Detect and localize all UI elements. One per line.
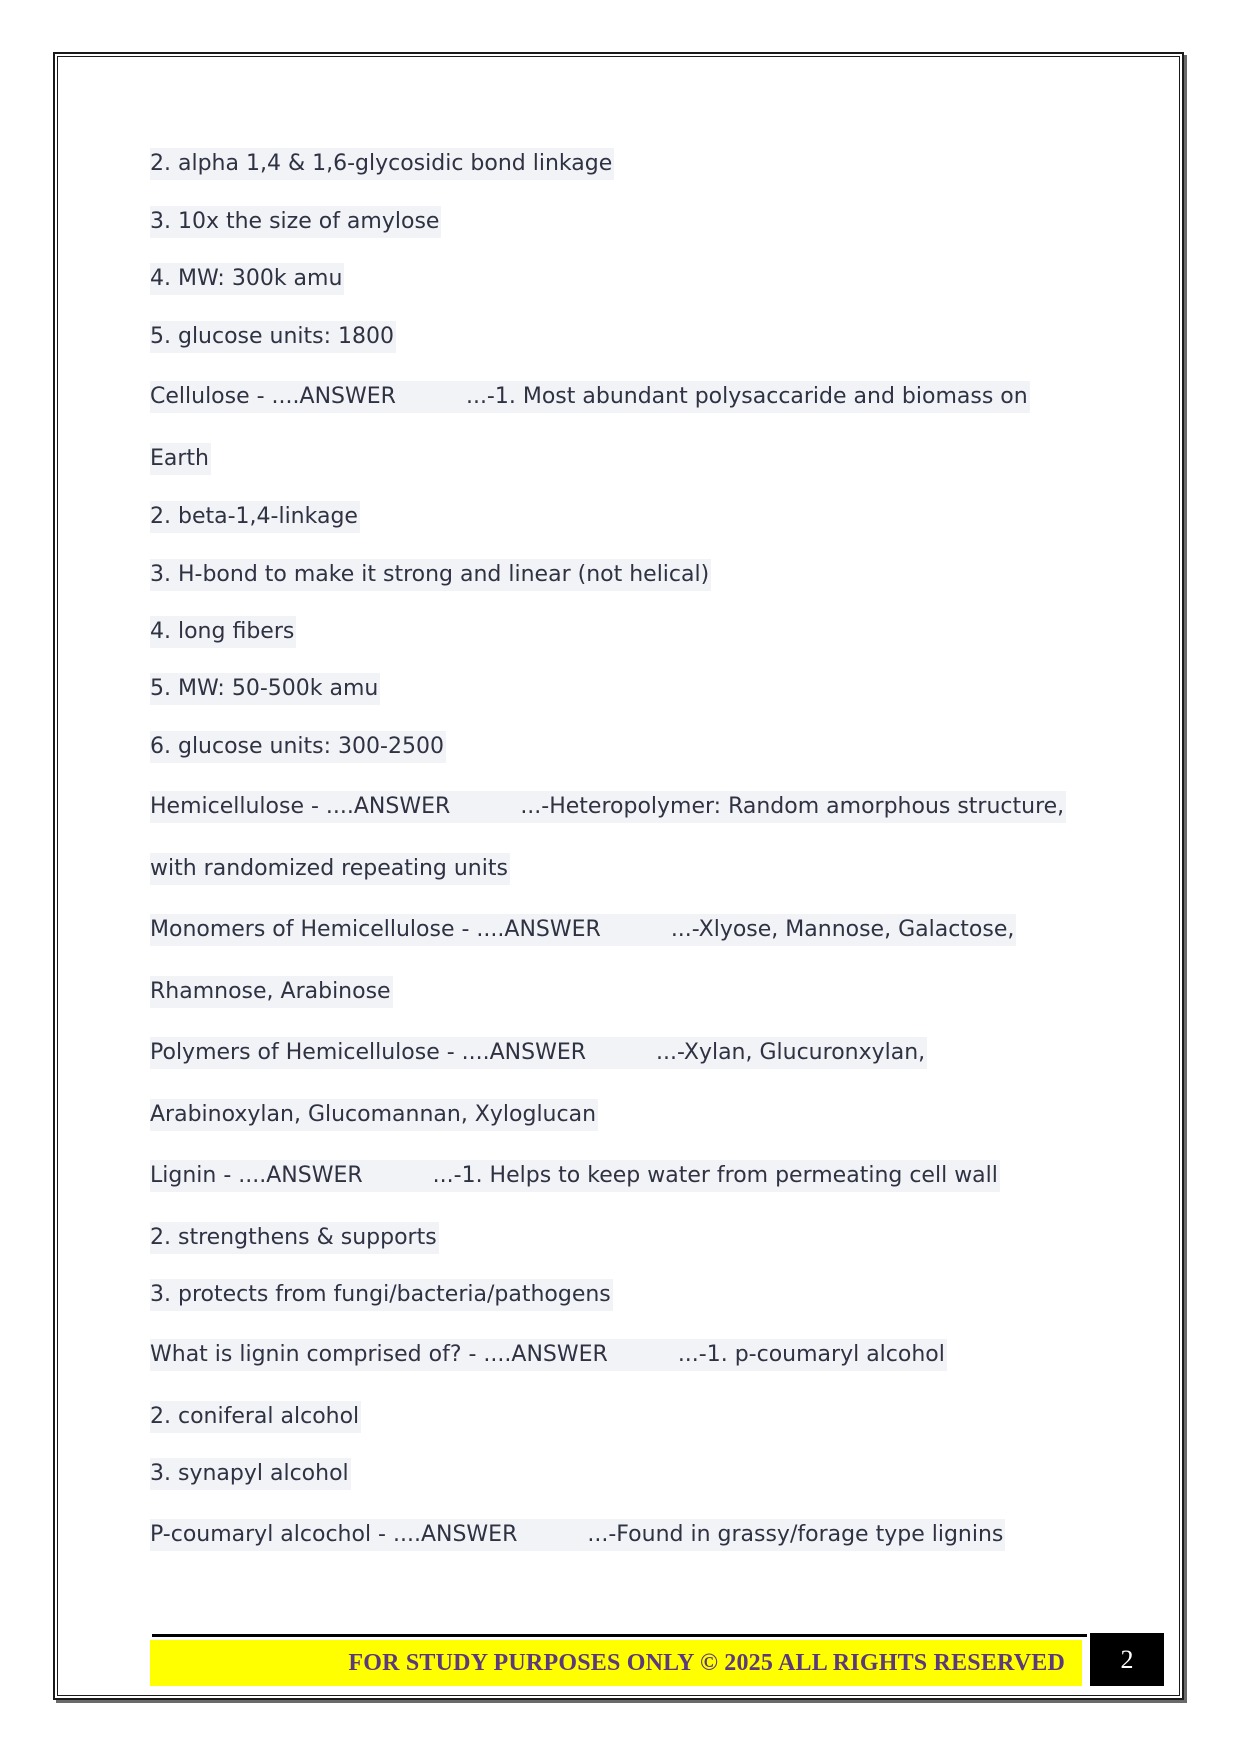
question-text: Polymers of Hemicellulose - ....ANSWER	[150, 1040, 587, 1065]
line-text: 3. H-bond to make it strong and linear (not helical)	[150, 562, 710, 587]
qa-line	[150, 1160, 1000, 1192]
text-line	[150, 1458, 351, 1490]
line-text: 5. MW: 50-500k amu	[150, 676, 379, 701]
question-text: Monomers of Hemicellulose - ....ANSWER	[150, 917, 601, 942]
text-line	[150, 853, 510, 885]
text-line	[150, 321, 396, 353]
line-text: 4. MW: 300k amu	[150, 266, 343, 291]
page-number: 2	[1090, 1633, 1164, 1686]
line-text: 4. long fibers	[150, 619, 295, 644]
text-line	[150, 148, 614, 180]
text-line	[150, 1222, 439, 1254]
text-line	[150, 976, 393, 1008]
qa-line	[150, 381, 1030, 413]
text-line	[150, 1401, 361, 1433]
footer-band	[150, 1640, 1082, 1686]
line-text: 2. strengthens & supports	[150, 1225, 437, 1250]
line-text: 5. glucose units: 1800	[150, 324, 395, 349]
qa-line	[150, 914, 1016, 946]
text-line	[150, 501, 360, 533]
line-text: 3. synapyl alcohol	[150, 1461, 349, 1486]
line-text: 3. 10x the size of amylose	[150, 209, 440, 234]
question-text: What is lignin comprised of? - ....ANSWER	[150, 1342, 608, 1367]
text-line	[150, 206, 441, 238]
qa-line	[150, 1037, 927, 1069]
question-text: Hemicellulose - ....ANSWER	[150, 794, 451, 819]
answer-text: ...-Xylan, Glucuronxylan,	[656, 1040, 926, 1065]
qa-line	[150, 1519, 1005, 1551]
question-text: Cellulose - ....ANSWER	[150, 384, 396, 409]
line-text: Arabinoxylan, Glucomannan, Xyloglucan	[150, 1102, 597, 1127]
question-text: P-coumaryl alcochol - ....ANSWER	[150, 1522, 518, 1547]
answer-text: ...-1. p-coumaryl alcohol	[677, 1342, 945, 1367]
answer-text: ...-1. Helps to keep water from permeating cell wall	[432, 1163, 998, 1188]
line-text: Earth	[150, 446, 209, 471]
footer-rule	[152, 1634, 1087, 1637]
line-text: 2. beta-1,4-linkage	[150, 504, 358, 529]
text-line	[150, 673, 380, 705]
answer-text: ...-Xlyose, Mannose, Galactose,	[670, 917, 1015, 942]
question-text: Lignin - ....ANSWER	[150, 1163, 363, 1188]
line-text: 3. protects from fungi/bacteria/pathogens	[150, 1282, 611, 1307]
answer-text: ...-Found in grassy/forage type lignins	[587, 1522, 1004, 1547]
text-line	[150, 731, 446, 763]
copyright-notice: FOR STUDY PURPOSES ONLY © 2025 ALL RIGHTS RESERVED	[348, 1650, 1065, 1676]
line-text: 2. alpha 1,4 & 1,6-glycosidic bond linkage	[150, 151, 613, 176]
text-line	[150, 1279, 613, 1311]
qa-line	[150, 1339, 947, 1371]
answer-text: ...-Heteropolymer: Random amorphous structure,	[520, 794, 1065, 819]
text-line	[150, 263, 344, 295]
answer-text: ...-1. Most abundant polysaccaride and biomass on	[465, 384, 1028, 409]
line-text: 2. coniferal alcohol	[150, 1404, 360, 1429]
text-line	[150, 616, 296, 648]
line-text: Rhamnose, Arabinose	[150, 979, 391, 1004]
text-line	[150, 1099, 598, 1131]
qa-line	[150, 791, 1066, 823]
text-line	[150, 443, 211, 475]
line-text: with randomized repeating units	[150, 856, 508, 881]
line-text: 6. glucose units: 300-2500	[150, 734, 444, 759]
text-line	[150, 559, 711, 591]
